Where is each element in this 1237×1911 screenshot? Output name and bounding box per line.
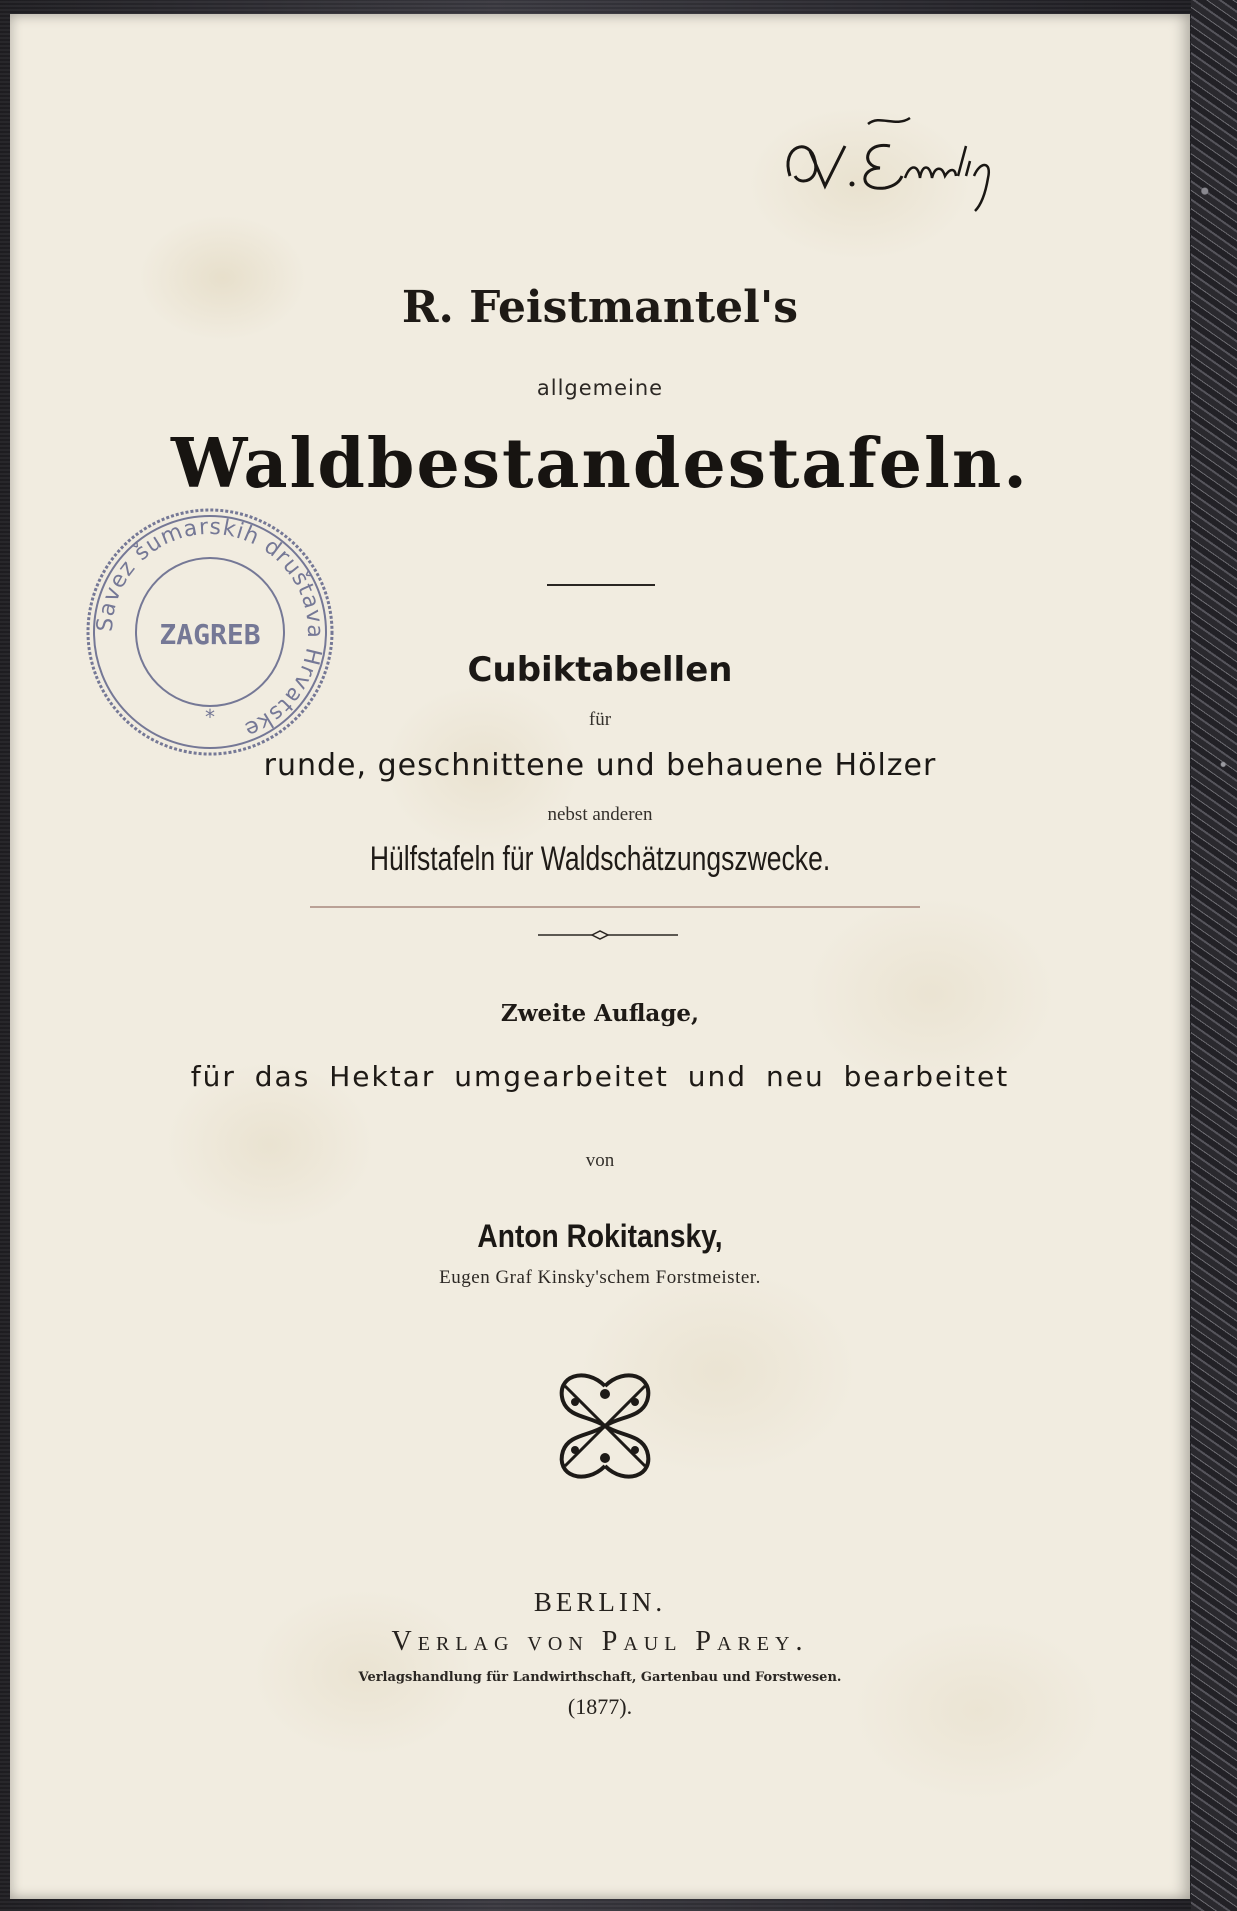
subtitle-connector: für (588, 709, 612, 730)
edition-label: Zweite Auflage, (500, 1000, 700, 1027)
main-title: Waldbestandestafeln. (171, 424, 1029, 504)
stamp-center-text: ZAGREB (159, 618, 261, 651)
editor-position: Eugen Graf Kinsky'schem Forstmeister. (439, 1267, 761, 1288)
stamp-star-icon: * (205, 705, 215, 729)
fleuron-ornament-icon (545, 1366, 665, 1486)
editor-name: Anton Rokitansky, (477, 1218, 723, 1254)
imprint-publisher-note: Verlagshandlung für Landwirthschaft, Gartenbau und Forstwesen. (358, 1670, 842, 1685)
imprint-city: BERLIN. (533, 1587, 667, 1617)
by-connector: von (585, 1150, 615, 1171)
subtitle-connector-2: nebst anderen (547, 804, 653, 825)
stamp-outer-text: Savez šumarskih društava Hrvatske (92, 514, 328, 743)
subtitle-line: runde, geschnittene und behauene Hölzer (263, 748, 937, 783)
divider-rule (547, 584, 655, 586)
author-title: R. Feistmantel's (401, 282, 799, 333)
subtitle-tables: Hülfstafeln für Waldschätzungszwecke. (369, 840, 831, 878)
ornamental-divider (538, 928, 678, 942)
handwritten-signature (770, 106, 1050, 216)
edition-description: für das Hektar umgearbeitet und neu bearbeitet (190, 1060, 1010, 1093)
title-page (10, 14, 1190, 1899)
library-stamp (80, 502, 340, 762)
imprint-publisher: Verlag von Paul Parey. (391, 1626, 809, 1657)
title-adjective: allgemeine (536, 376, 664, 400)
subtitle-heading: Cubiktabellen (467, 650, 733, 690)
imprint-year: (1877). (567, 1694, 633, 1719)
marbled-cover-edge (1191, 0, 1237, 1911)
faded-underline (310, 906, 920, 908)
